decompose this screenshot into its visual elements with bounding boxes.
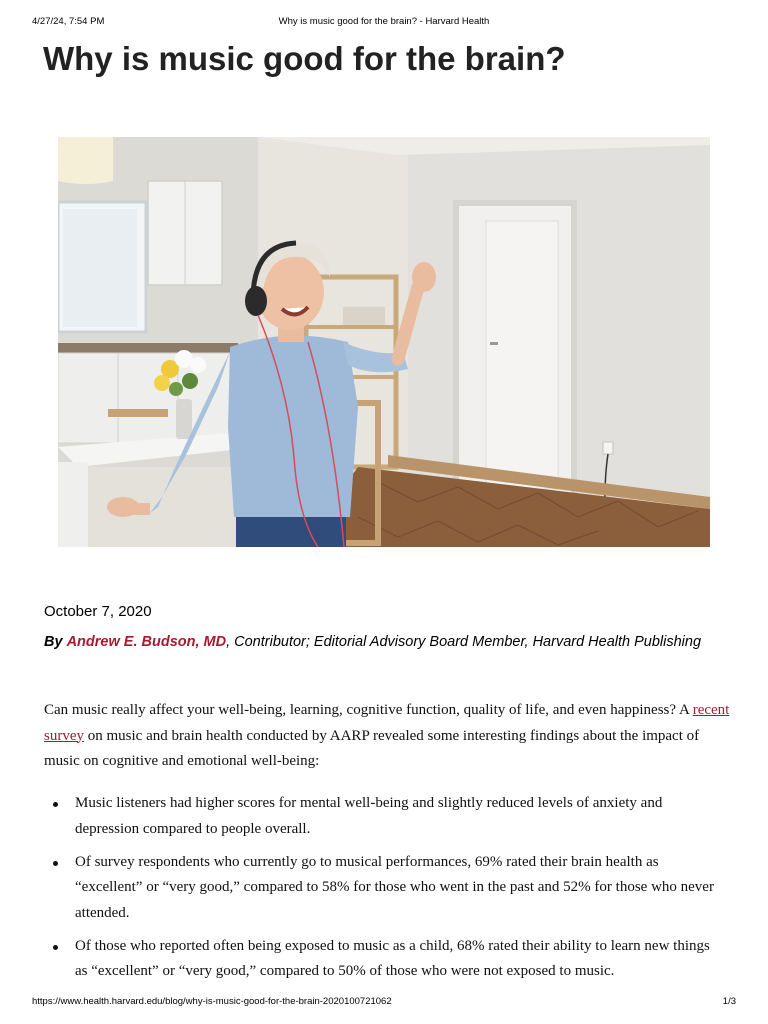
print-page-number: 1/3 [722, 996, 736, 1007]
bullet-icon [53, 861, 58, 866]
byline [44, 634, 724, 651]
list-item [44, 934, 724, 985]
author-link[interactable]: Andrew E. Budson, MD [66, 634, 227, 650]
recent-survey-link[interactable]: recent survey [44, 702, 730, 744]
bullet-icon [53, 802, 58, 807]
print-footer [0, 996, 768, 1010]
list-item-text: Of survey respondents who currently go to musical performances, 69% rated their brain health as “excellent” or “very good,” compared to 58% for those who went in the past and 52% for those who never attended. [75, 853, 714, 921]
intro-text-2: on music and brain health conducted by AARP revealed some interesting findings about the impact of music on cognitive and emotional well-being: [44, 727, 700, 769]
byline-by: By [44, 634, 63, 650]
article-date: October 7, 2020 [44, 603, 152, 620]
list-item [44, 791, 724, 842]
bullet-icon [53, 945, 58, 950]
intro-text-1: Can music really affect your well-being, learning, cognitive function, quality of life, and even happiness? A [44, 702, 693, 718]
print-page-title: Why is music good for the brain? - Harvard Health [278, 16, 490, 27]
list-item-text: Of those who reported often being exposed to music as a child, 68% rated their ability to learn new things as “excellent” or “very good,” compared to 50% of those who were not exposed to music. [75, 937, 710, 979]
findings-list [44, 791, 724, 992]
list-item [44, 850, 724, 927]
print-url: https://www.health.harvard.edu/blog/why-is-music-good-for-the-brain-2020100721062 [32, 996, 392, 1007]
hero-image [58, 137, 710, 547]
article-title: Why is music good for the brain? [43, 40, 566, 77]
intro-paragraph [44, 698, 734, 775]
print-header [0, 16, 768, 30]
list-item-text: Music listeners had higher scores for mental well-being and slightly reduced levels of anxiety and depression compared to people overall. [75, 795, 663, 837]
author-role: , Contributor; Editorial Advisory Board Member, Harvard Health Publishing [226, 634, 702, 650]
print-datetime: 4/27/24, 7:54 PM [32, 16, 105, 27]
